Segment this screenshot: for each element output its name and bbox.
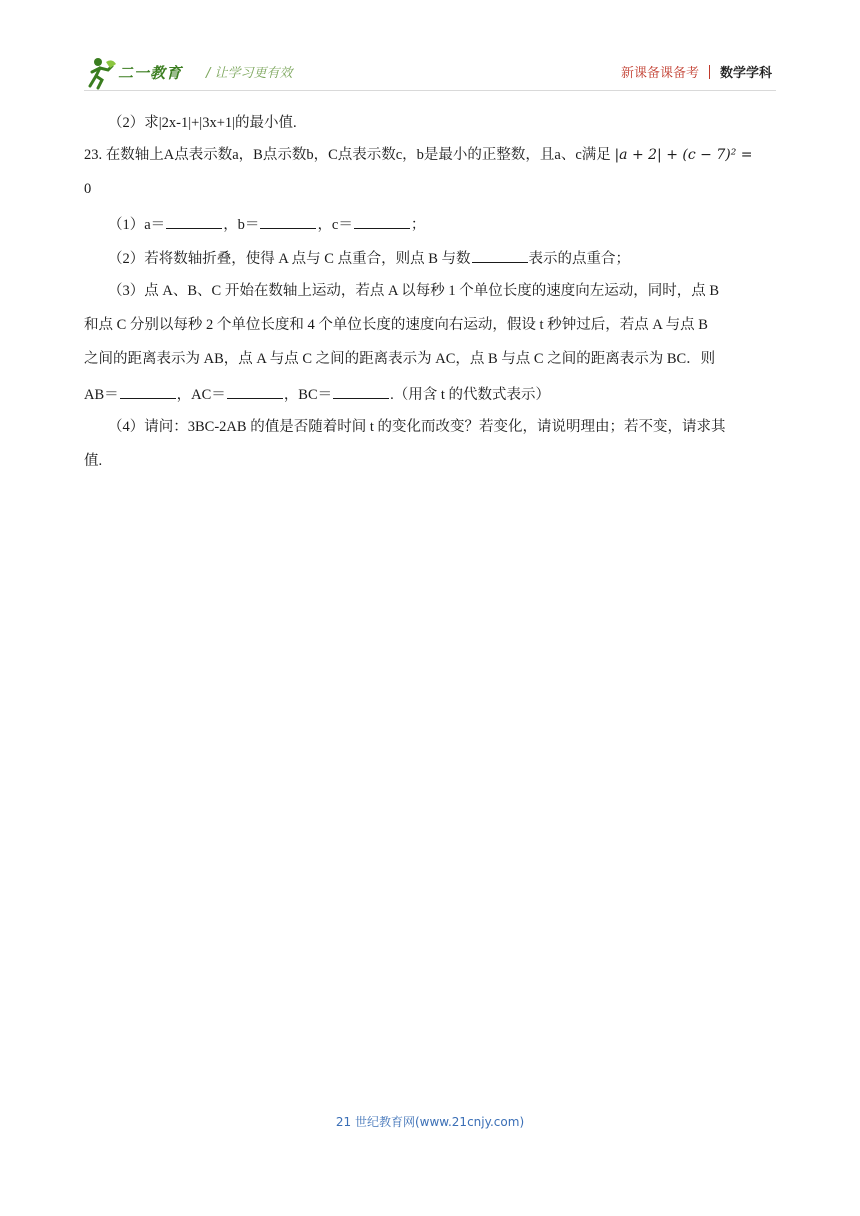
page-header <box>0 0 860 100</box>
q23-part2-text: （2）若将数轴折叠，使得 A 点与 C 点重合，则点 B 与数 <box>108 251 471 267</box>
text-line <box>84 148 752 163</box>
header-divider <box>709 65 710 79</box>
q23-part1-end: ； <box>410 217 426 233</box>
q23-bc-label: ，BC＝ <box>283 387 333 403</box>
header-subject: 数学学科 <box>719 66 772 81</box>
logo-text: 二一教育 <box>118 64 183 82</box>
q23-part3-line1: （3）点 A、B、C 开始在数轴上运动，若点 A 以每秒 1 个单位长度的速度向左运动，同时，点 B <box>108 283 720 299</box>
q23-part1-c: ，c＝ <box>317 217 353 233</box>
math-condition: |a + 2| + (c − 7)² = <box>614 147 753 163</box>
text-line <box>84 386 550 403</box>
header-right <box>621 62 772 81</box>
text-line <box>84 318 708 333</box>
q23-part3-end: .（用含 t 的代数式表示） <box>390 387 551 403</box>
answer-blank[interactable] <box>333 386 389 399</box>
slogan: / 让学习更有效 <box>206 66 293 81</box>
q23-part2-end: 表示的点重合； <box>528 251 631 267</box>
q23-part4-line1: （4）请问：3BC-2AB 的值是否随着时间 t 的变化而改变？若变化，请说明理由；若不变，请求其 <box>108 419 726 435</box>
header-rule <box>84 90 776 91</box>
answer-blank[interactable] <box>166 216 222 229</box>
q23-part1-b: ，b＝ <box>223 217 260 233</box>
q23-ab-label: AB＝ <box>84 387 119 403</box>
answer-blank[interactable] <box>472 250 528 263</box>
text-line <box>84 116 297 131</box>
text-line <box>84 284 719 299</box>
math-condition-continued: 0 <box>84 181 92 197</box>
question-23-stem: 23. 在数轴上A点表示数a，B点示数b，C点表示数c，b是最小的正整数，且a、c满足 <box>84 147 611 163</box>
answer-blank[interactable] <box>354 216 410 229</box>
header-course-label: 新课备课备考 <box>620 66 699 81</box>
text-line <box>84 352 715 367</box>
answer-blank[interactable] <box>120 386 176 399</box>
q23-part3-line2: 和点 C 分别以每秒 2 个单位长度和 4 个单位长度的速度向右运动，假设 t 秒钟过后，若点 A 与点 B <box>84 317 708 333</box>
q23-ac-label: ，AC＝ <box>176 387 226 403</box>
q23-part1-a: （1）a＝ <box>108 217 166 233</box>
q23-part4-line2: 值. <box>84 453 103 469</box>
text-line <box>84 182 91 197</box>
text-line <box>84 420 725 435</box>
text-line <box>84 250 630 267</box>
question-22-part-2: （2）求|2x-1|+|3x+1|的最小值. <box>108 115 297 131</box>
text-line <box>84 454 102 469</box>
text-line <box>84 216 425 233</box>
q23-part3-line3: 之间的距离表示为 AB，点 A 与点 C 之间的距离表示为 AC，点 B 与点 C 之间的距离表示为 BC．则 <box>84 351 716 367</box>
answer-blank[interactable] <box>260 216 316 229</box>
page-footer: 21 世纪教育网(www.21cnjy.com) <box>335 1115 525 1129</box>
answer-blank[interactable] <box>227 386 283 399</box>
